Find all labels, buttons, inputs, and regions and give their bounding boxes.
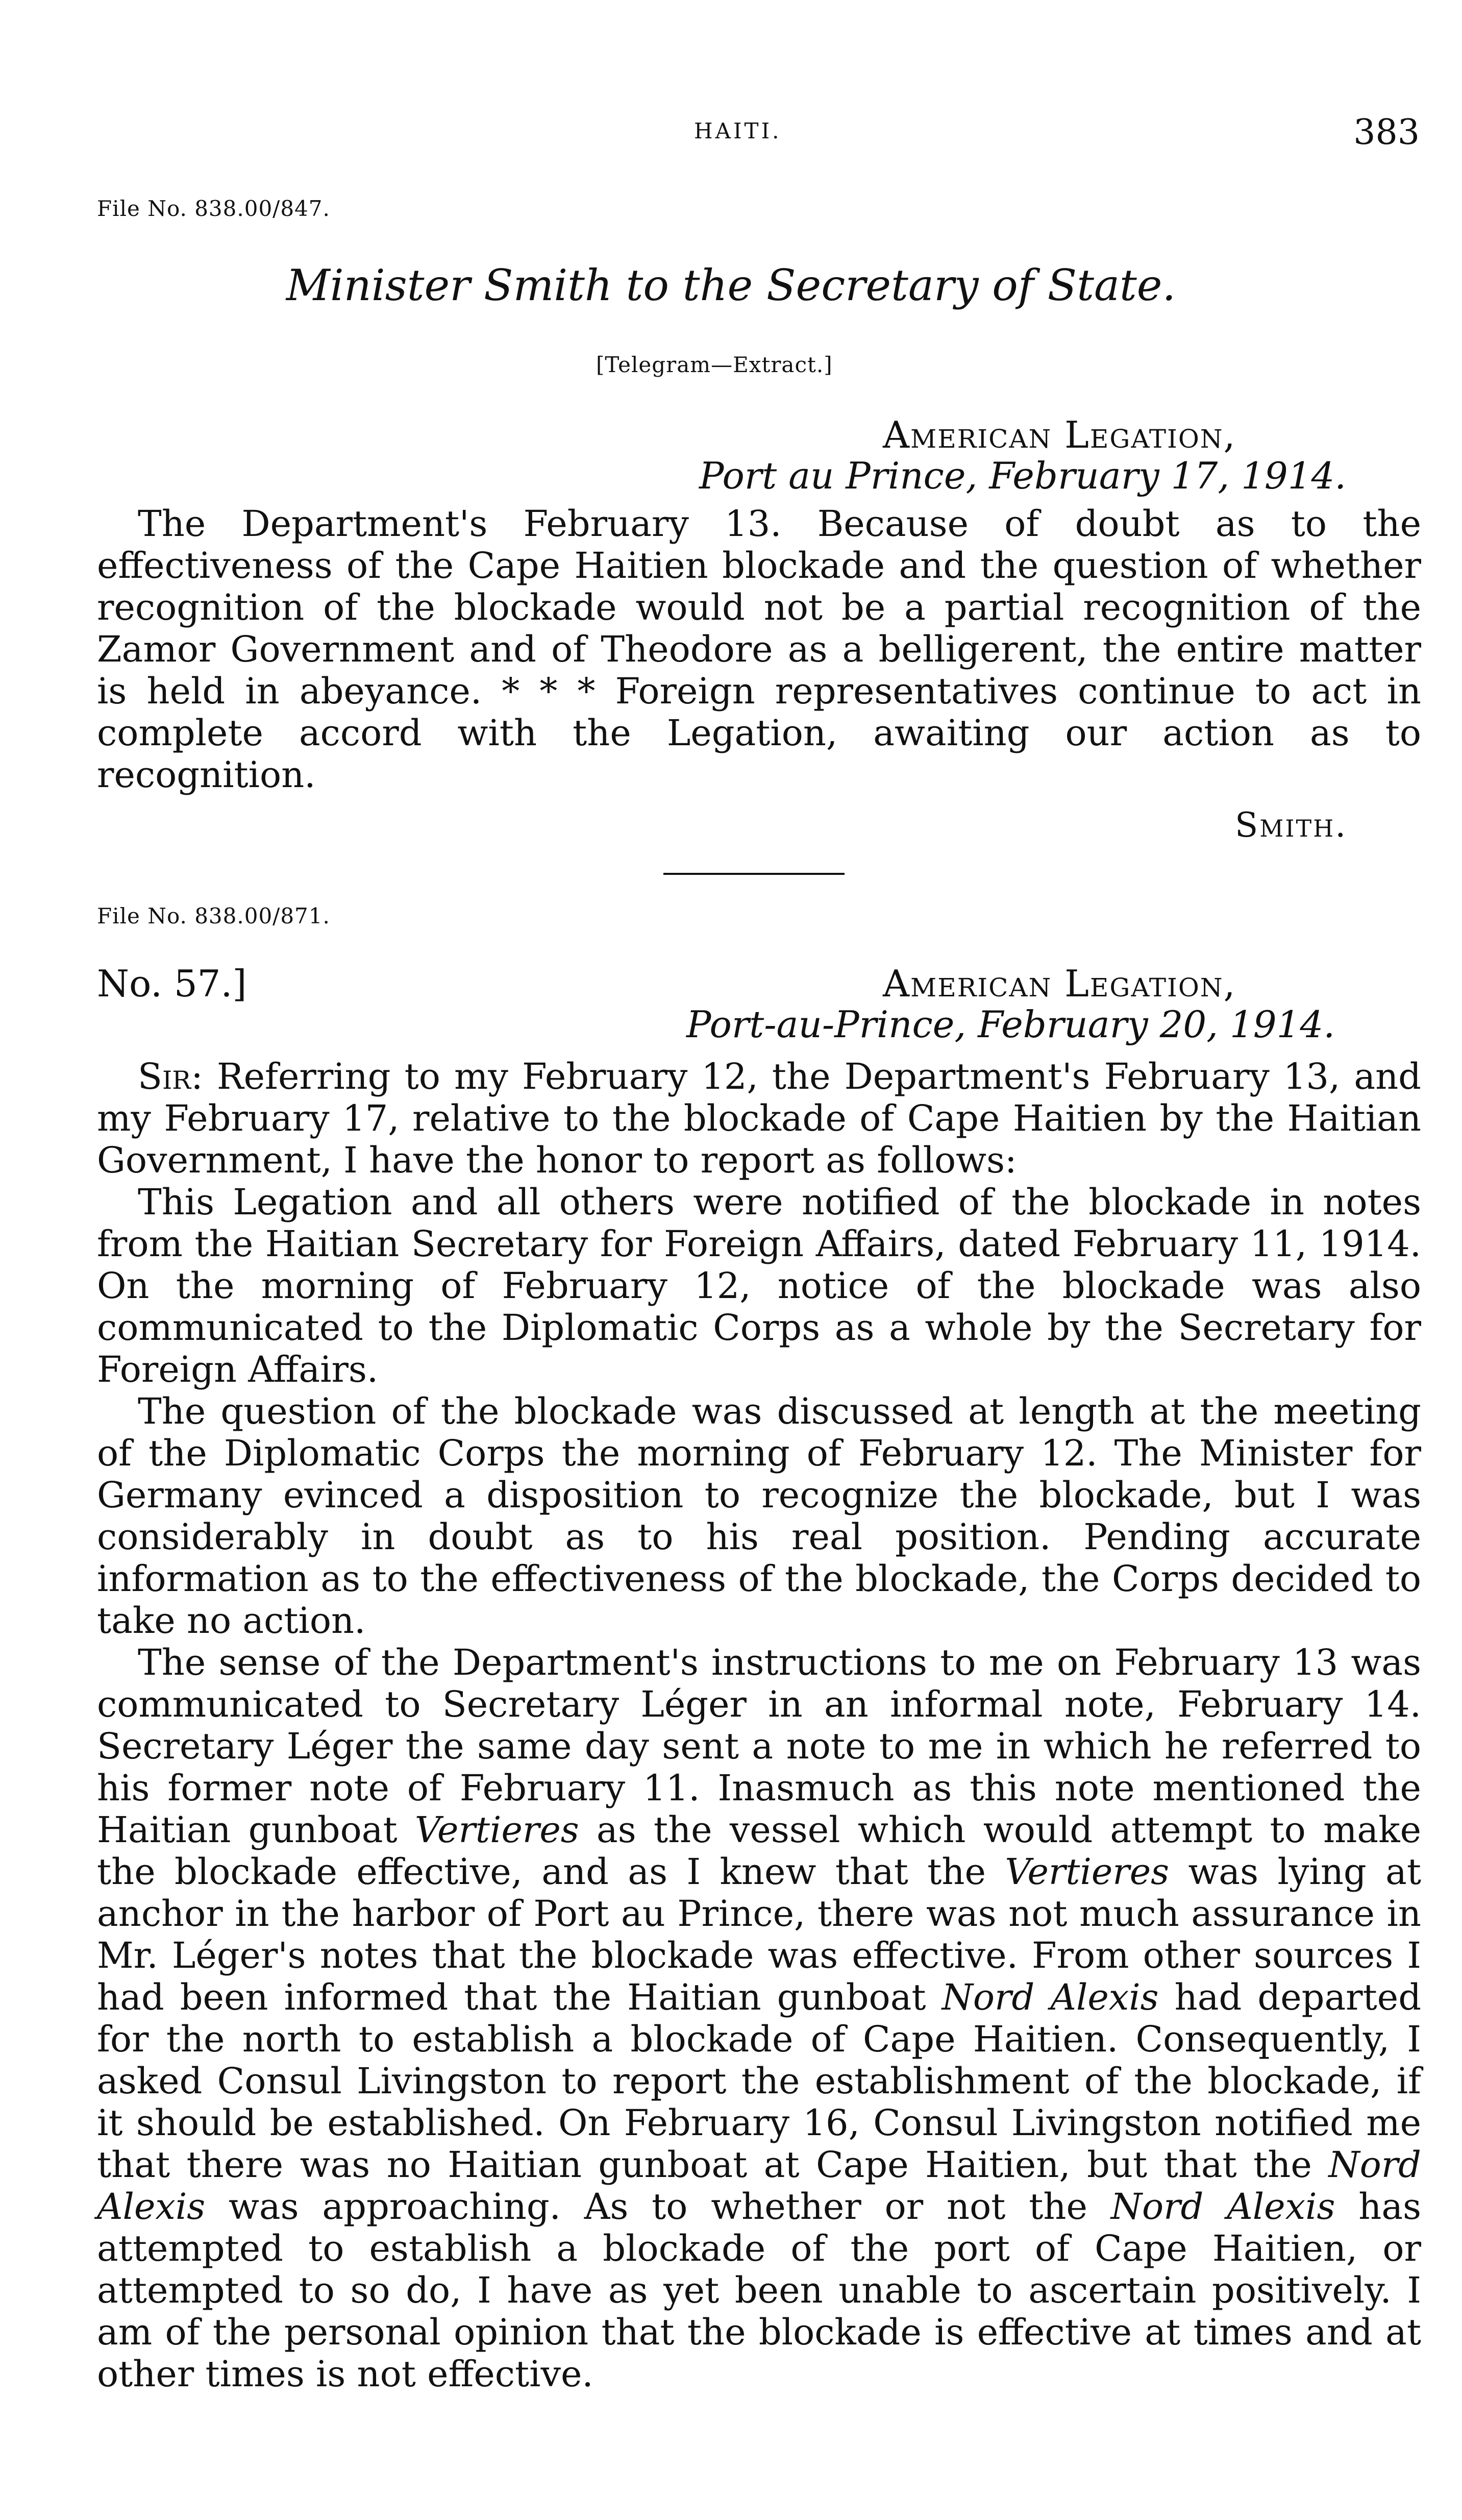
salutation: Sir:: [138, 1056, 203, 1097]
letter-title: Minister Smith to the Secretary of State.: [286, 260, 1176, 310]
file-number: File No. 838.00/847.: [97, 196, 330, 221]
telegram-body: [97, 503, 1421, 796]
telegram-note: [Telegram—Extract.]: [596, 352, 833, 377]
legation-heading: American Legation,: [883, 962, 1236, 1005]
dateline: Port-au-Prince, February 20, 1914.: [686, 1003, 1335, 1046]
ship-name: Vertieres: [414, 1809, 579, 1851]
paragraph: The question of the blockade was discussed at length at the meeting of the Diplomatic Corps the morning of February 12. The Minister for Germany evinced a disposition to recognize the blockade, but I was considerably in doubt as to his real position. Pending accurate information as to the effectiveness of the blockade, the Corps decided to take no action.: [97, 1390, 1421, 1642]
ship-name: Nord Alexis: [1110, 2186, 1335, 2228]
running-head: HAITI.: [694, 118, 782, 143]
file-number: File No. 838.00/871.: [97, 903, 330, 928]
ship-name: Nord Alexis: [941, 1976, 1159, 2018]
paragraph: Sir: Referring to my February 12, the Department's February 13, and my February 17, relative to the blockade of Cape Haitien by the Haitian Government, I have the honor to report as follows:: [97, 1056, 1421, 1181]
legation-heading: American Legation,: [883, 413, 1236, 456]
ship-name: Vertieres: [1005, 1851, 1170, 1893]
paragraph: This Legation and all others were notified of the blockade in notes from the Haitian Secretary for Foreign Affairs, dated February 11, 1914. On the morning of February 12, notice of the blockade was also communicated to the Diplomatic Corps as a whole by the Secretary for Foreign Affairs.: [97, 1181, 1421, 1390]
despatch-number: No. 57.]: [97, 962, 247, 1005]
section-divider: [663, 873, 845, 875]
paragraph: The Department's February 13. Because of doubt as to the effectiveness of the Cape Haitien blockade and the question of whether recognition of the blockade would not be a partial recognition of the Zamor Government and of Theodore as a belligerent, the entire matter is held in abeyance. * * * Foreign representatives continue to act in complete accord with the Legation, awaiting our action as to recognition.: [97, 503, 1421, 796]
paragraph: The sense of the Department's instructions to me on February 13 was communicated to Secretary Léger in an informal note, February 14. Secretary Léger the same day sent a note to me in which he referred to his former note of February 11. Inasmuch as this note mentioned the Haitian gunboat Vertieres as the vessel which would attempt to make the blockade effective, and as I knew that the Vertieres was lying at anchor in the harbor of Port au Prince, there was not much assurance in Mr. Léger's notes that the blockade was effective. From other sources I had been informed that the Haitian gunboat Nord Alexis had departed for the north to establish a blockade of Cape Haitien. Consequently, I asked Consul Livingston to report the establishment of the blockade, if it should be established. On February 16, Consul Livingston notified me that there was no Haitian gunboat at Cape Haitien, but that the Nord Alexis was approaching. As to whether or not the Nord Alexis has attempted to establish a blockade of the port of Cape Haitien, or attempted to so do, I have as yet been unable to ascertain positively. I am of the personal opinion that the blockade is effective at times and at other times is not effective.: [97, 1642, 1422, 2395]
ship-name: Nord Alexis: [97, 2144, 1421, 2228]
signature: Smith.: [1235, 805, 1348, 845]
despatch-body: [97, 1056, 1421, 2395]
dateline: Port au Prince, February 17, 1914.: [699, 454, 1347, 497]
page-number: 383: [1353, 112, 1420, 153]
